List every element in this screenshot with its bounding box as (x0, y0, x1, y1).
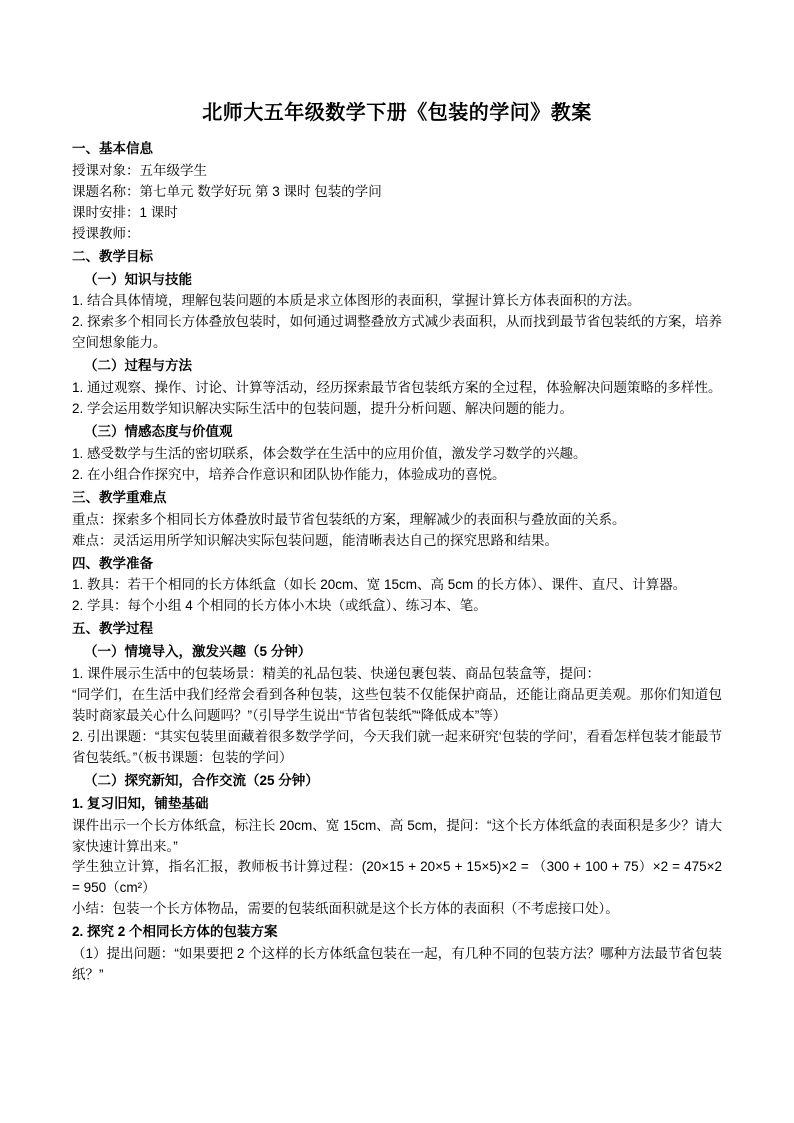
subsection-heading-attitude-values: （三）情感态度与价值观 (84, 423, 233, 439)
introduction-line-2: “同学们，在生活中我们经常会看到各种包装，这些包装不仅能保护商品，还能让商品更美观。那你们知道包装时商家最关心什么问题吗？”（引导学生说出“节省包装纸”“降低成本”等） (72, 687, 722, 723)
review-line-1: 课件出示一个长方体纸盒，标注长 20cm、宽 15cm、高 5cm，提问：“这个长方体纸盒的表面积是多少？请大家快速计算出来。” (72, 817, 722, 854)
objective-knowledge-1: 1. 结合具体情境，理解包装问题的本质是求立体图形的表面积，掌握计算长方体表面积的方法。 (72, 293, 641, 309)
step-heading-two-box-packing: 2. 探究 2 个相同长方体的包装方案 (72, 924, 278, 940)
basic-info-line-teacher: 授课教师： (72, 225, 140, 241)
subsection-heading-knowledge-skills: （一）知识与技能 (84, 271, 192, 287)
objective-attitude-2: 2. 在小组合作探究中，培养合作意识和团队协作能力，体验成功的喜悦。 (72, 466, 506, 482)
key-point-line: 重点：探索多个相同长方体叠放时最节省包装纸的方案，理解减少的表面积与叠放面的关系。 (72, 511, 626, 527)
basic-info-line-duration: 课时安排：1 课时 (72, 204, 178, 220)
preparation-teaching-aids: 1. 教具：若干个相同的长方体纸盒（如长 20cm、宽 15cm、高 5cm 的长方体）、课件、直尺、计算器。 (72, 577, 687, 593)
page-title: 北师大五年级数学下册《包装的学问》教案 (202, 102, 592, 124)
subsection-heading-introduction: （一）情境导入，激发兴趣（5 分钟） (84, 644, 312, 660)
subsection-heading-explore: （二）探究新知，合作交流（25 分钟） (84, 772, 319, 788)
introduction-line-3: 2. 引出课题：“其实包装里面藏着很多数学学问，今天我们就一起来研究‘包装的学问’，看看怎样包装才能最节省包装纸。”（板书课题：包装的学问） (72, 728, 722, 765)
review-line-3: 小结：包装一个长方体物品，需要的包装纸面积就是这个长方体的表面积（不考虑接口处）。 (72, 901, 619, 917)
step-heading-review: 1. 复习旧知，铺垫基础 (72, 795, 209, 811)
subsection-heading-process-method: （二）过程与方法 (84, 358, 192, 374)
section-heading-objectives: 二、教学目标 (72, 248, 153, 264)
two-box-packing-line-1: （1）提出问题：“如果要把 2 个这样的长方体纸盒包装在一起，有几种不同的包装方法？哪种方法最节省包装纸？” (72, 946, 722, 983)
section-heading-basic-info: 一、基本信息 (72, 141, 153, 156)
basic-info-line-audience: 授课对象：五年级学生 (72, 162, 207, 178)
objective-knowledge-2: 2. 探索多个相同长方体叠放包装时，如何通过调整叠放方式减少表面积，从而找到最节省包装纸的方案，培养空间想象能力。 (72, 314, 722, 351)
section-heading-teaching-process: 五、教学过程 (72, 621, 153, 637)
difficult-point-line: 难点：灵活运用所学知识解决实际包装问题，能清晰表达自己的探究思路和结果。 (72, 532, 558, 548)
objective-process-1: 1. 通过观察、操作、讨论、计算等活动，经历探索最节省包装纸方案的全过程，体验解决问题策略的多样性。 (72, 380, 722, 396)
objective-attitude-1: 1. 感受数学与生活的密切联系，体会数学在生活中的应用价值，激发学习数学的兴趣。 (72, 445, 587, 461)
section-heading-preparation: 四、教学准备 (72, 555, 153, 571)
basic-info-line-lesson: 课题名称：第七单元 数学好玩 第 3 课时 包装的学问 (72, 183, 382, 199)
review-line-2: 学生独立计算，指名汇报，教师板书计算过程：(20×15 + 20×5 + 15×5)×2 = （300 + 100 + 75）×2 = 475×2 = 950（cm²） (72, 859, 722, 896)
objective-process-2: 2. 学会运用数学知识解决实际生活中的包装问题，提升分析问题、解决问题的能力。 (72, 401, 574, 417)
preparation-student-tools: 2. 学具：每个小组 4 个相同的长方体小木块（或纸盒）、练习本、笔。 (72, 598, 487, 614)
introduction-line-1: 1. 课件展示生活中的包装场景：精美的礼品包装、快递包裹包装、商品包装盒等，提问： (72, 666, 601, 682)
section-heading-key-difficult-points: 三、教学重难点 (72, 489, 167, 505)
